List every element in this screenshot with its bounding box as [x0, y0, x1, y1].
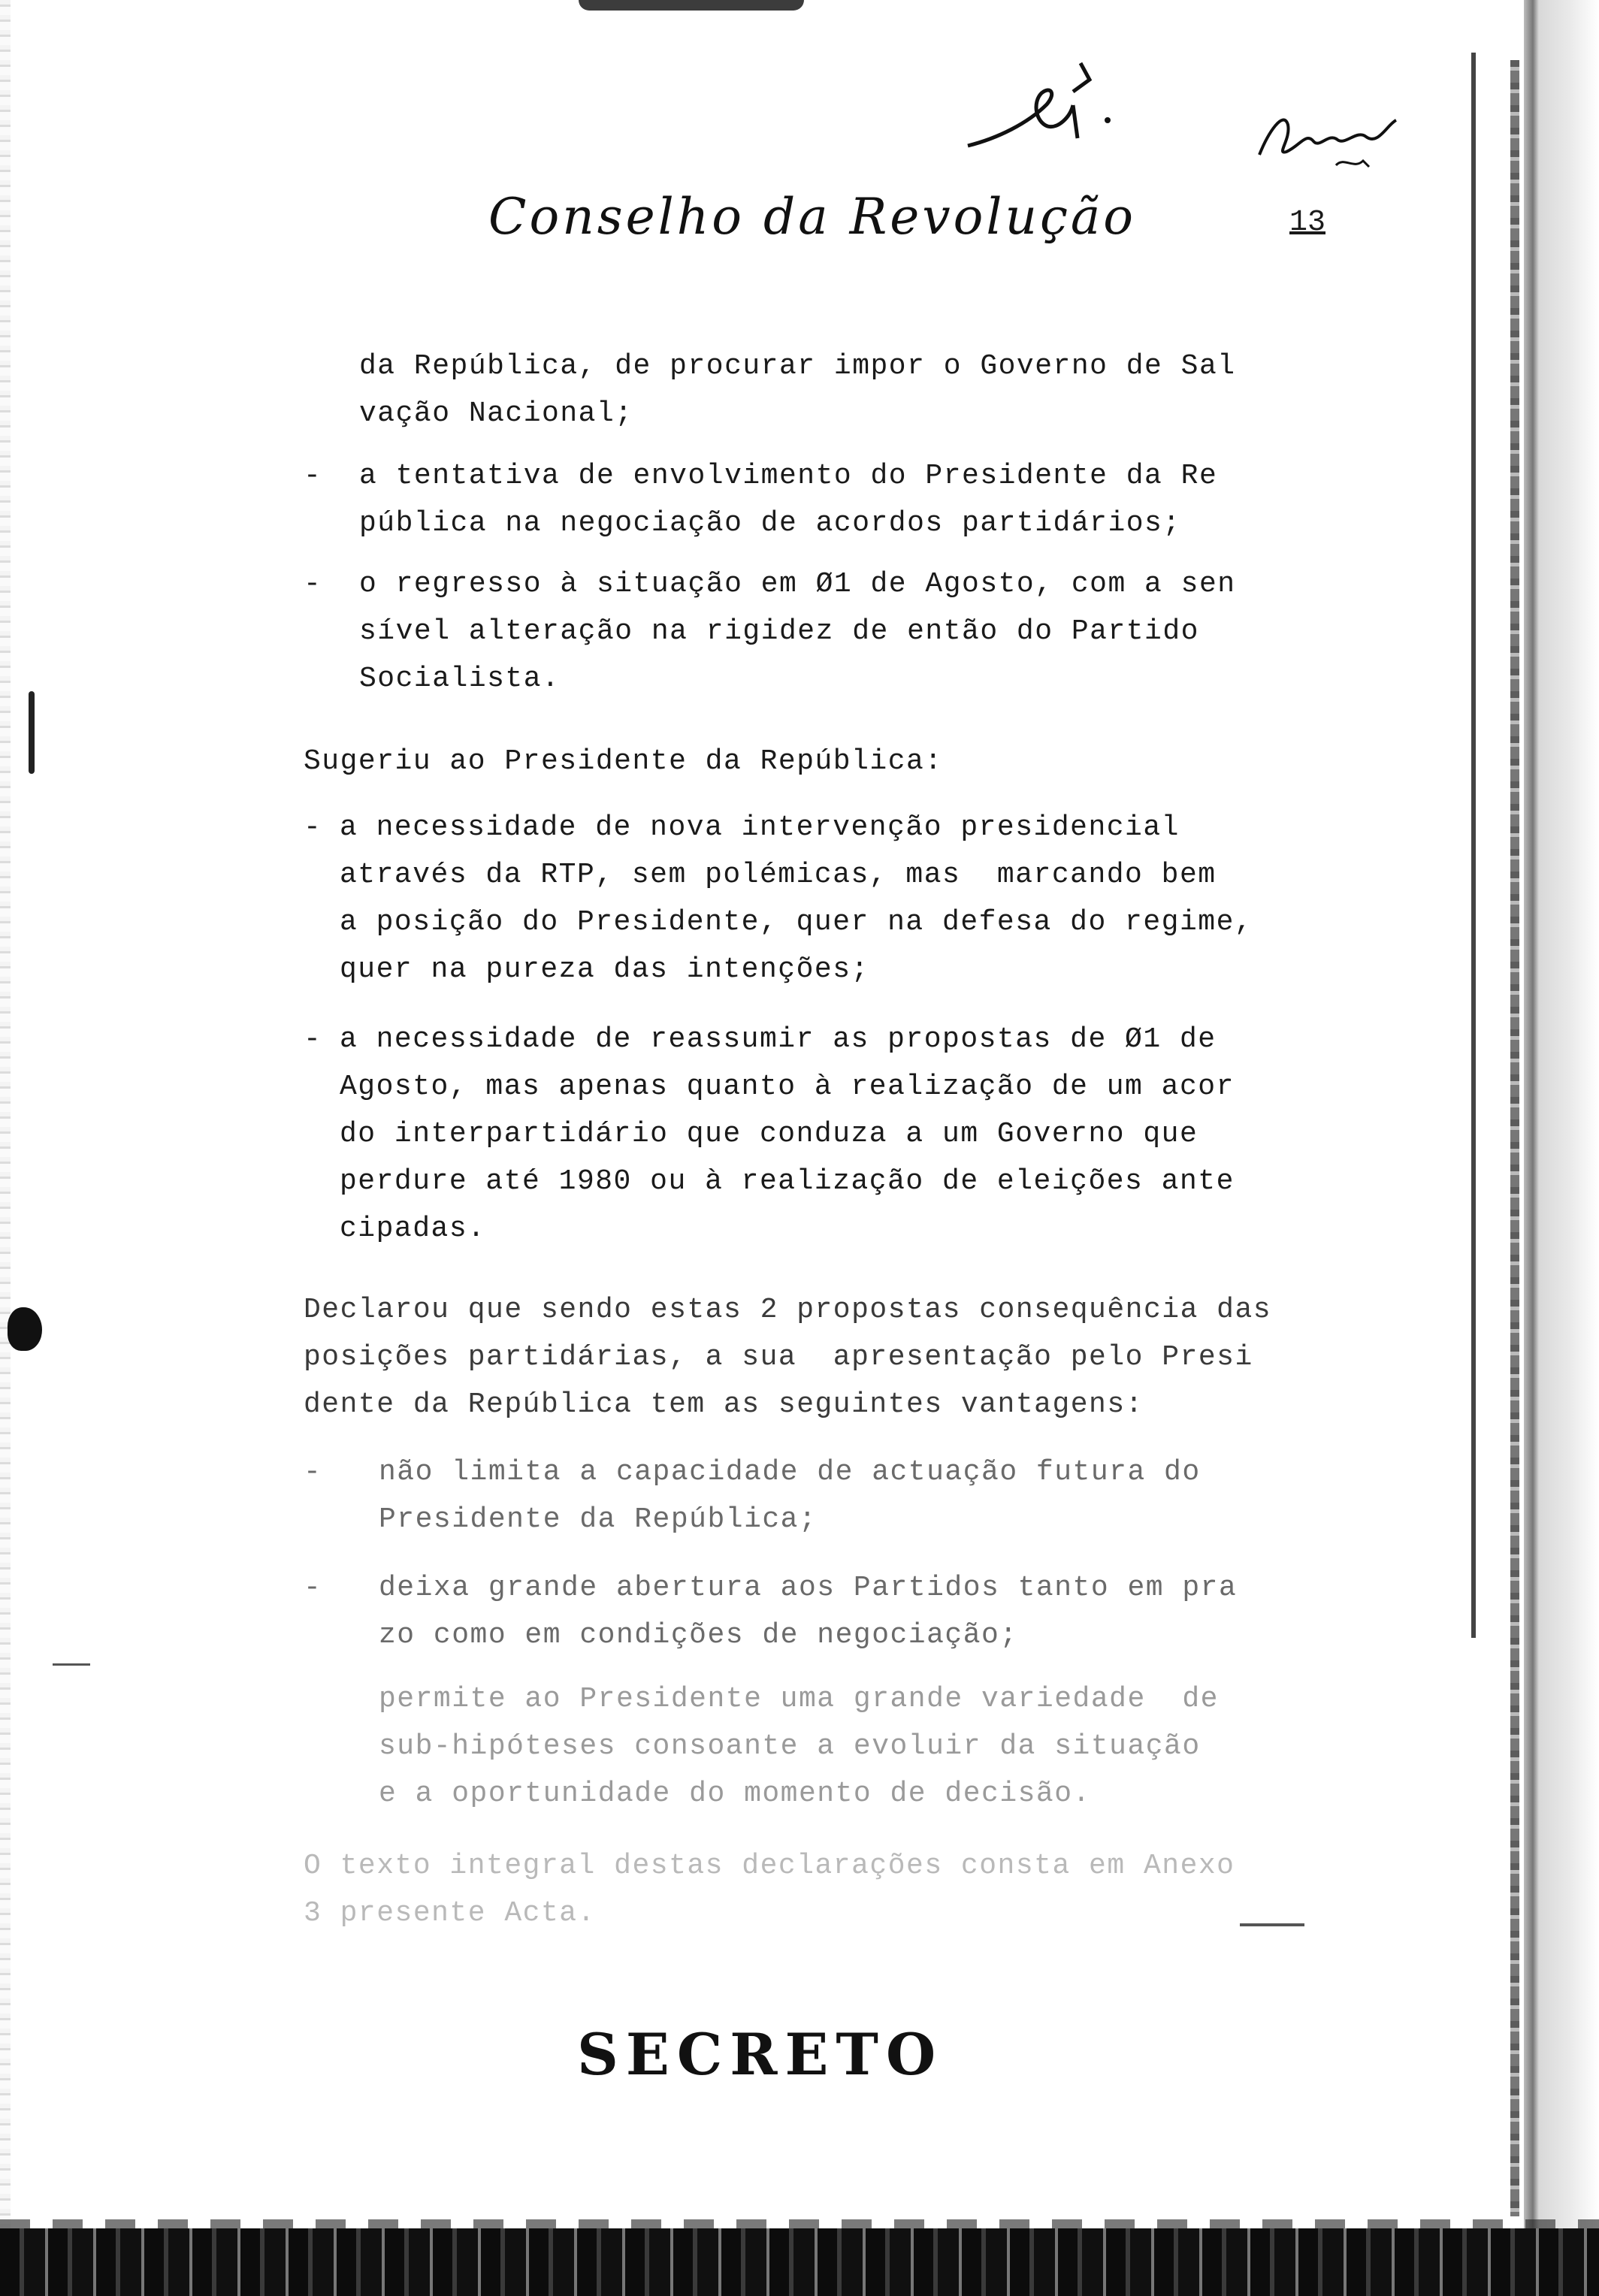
list-item: [359, 452, 1217, 547]
list-item: [340, 804, 1253, 993]
paragraph-continuation: [359, 343, 1236, 437]
classification-stamp: SECRETO: [577, 2021, 944, 2088]
text-line: do interpartidário que conduza a um Governo que: [340, 1118, 1198, 1150]
page-binding-edge: [1510, 60, 1519, 2216]
text-line: Sugeriu ao Presidente da República:: [304, 745, 943, 778]
text-line: dente da República tem as seguintes vantagens:: [304, 1388, 1144, 1421]
text-line: a tentativa de envolvimento do Presidente da Re: [359, 460, 1218, 492]
letterhead: Conselho da Revolução: [488, 188, 1137, 246]
list-marker: -: [304, 811, 321, 844]
text-line: Presidente da República;: [379, 1503, 818, 1536]
stray-mark: [1240, 1923, 1304, 1926]
text-line: vação Nacional;: [359, 397, 633, 430]
handwritten-signature: [1253, 102, 1404, 177]
text-line: da República, de procurar impor o Governo de Sal: [359, 350, 1236, 382]
text-line: e a oportunidade do momento de decisão.: [379, 1778, 1091, 1810]
text-line: quer na pureza das intenções;: [340, 953, 869, 986]
text-line: sub-hipóteses consoante a evoluir da situação: [379, 1730, 1201, 1763]
list-item: [379, 1449, 1201, 1543]
list-item: [379, 1675, 1219, 1817]
text-line: Agosto, mas apenas quanto à realização de um acor: [340, 1071, 1235, 1103]
list-marker: -: [304, 1023, 321, 1056]
text-line: através da RTP, sem polémicas, mas marcando bem: [340, 859, 1217, 891]
text-line: cipadas.: [340, 1213, 486, 1245]
paragraph: [304, 738, 943, 785]
handwritten-initial: [960, 33, 1126, 161]
list-marker: -: [304, 568, 321, 600]
list-item: [359, 560, 1236, 702]
scan-edge-right: [1494, 0, 1599, 2296]
text-line: Socialista.: [359, 663, 561, 695]
text-line: zo como em condições de negociação;: [379, 1619, 1018, 1651]
list-marker: -: [304, 1572, 321, 1604]
text-line: a necessidade de reassumir as propostas de Ø1 de: [340, 1023, 1217, 1056]
scan-mark: [29, 691, 35, 774]
text-line: deixa grande abertura aos Partidos tanto em pra: [379, 1572, 1238, 1604]
text-line: O texto integral destas declarações consta em Anexo: [304, 1850, 1235, 1882]
text-line: sível alteração na rigidez de então do Partido: [359, 615, 1199, 648]
list-marker: -: [304, 460, 321, 492]
text-line: a posição do Presidente, quer na defesa do regime,: [340, 906, 1253, 938]
list-item: [379, 1564, 1237, 1659]
text-line: Declarou que sendo estas 2 propostas consequência das: [304, 1294, 1272, 1326]
page-border-line: [1471, 53, 1476, 1638]
list-marker: -: [304, 1456, 321, 1488]
page-number: 13: [1289, 206, 1326, 240]
text-line: pública na negociação de acordos partidários;: [359, 507, 1181, 539]
text-line: perdure até 1980 ou à realização de eleições ante: [340, 1165, 1235, 1198]
text-line: o regresso à situação em Ø1 de Agosto, com a sen: [359, 568, 1236, 600]
paragraph: [304, 1286, 1271, 1428]
scan-edge-bottom: [0, 2228, 1599, 2296]
text-line: a necessidade de nova intervenção presidencial: [340, 811, 1180, 844]
list-item: [340, 1016, 1235, 1252]
hole-punch-mark: [8, 1307, 42, 1351]
text-line: não limita a capacidade de actuação futura do: [379, 1456, 1201, 1488]
text-line: 3 presente Acta.: [304, 1897, 596, 1929]
text-line: posições partidárias, a sua apresentação pelo Presi: [304, 1341, 1253, 1373]
stray-mark: [53, 1663, 90, 1666]
top-stamp-fragment: [579, 0, 804, 11]
scan-edge-left: [0, 0, 11, 2296]
paragraph: [304, 1842, 1235, 1937]
text-line: permite ao Presidente uma grande variedade de: [379, 1683, 1219, 1715]
